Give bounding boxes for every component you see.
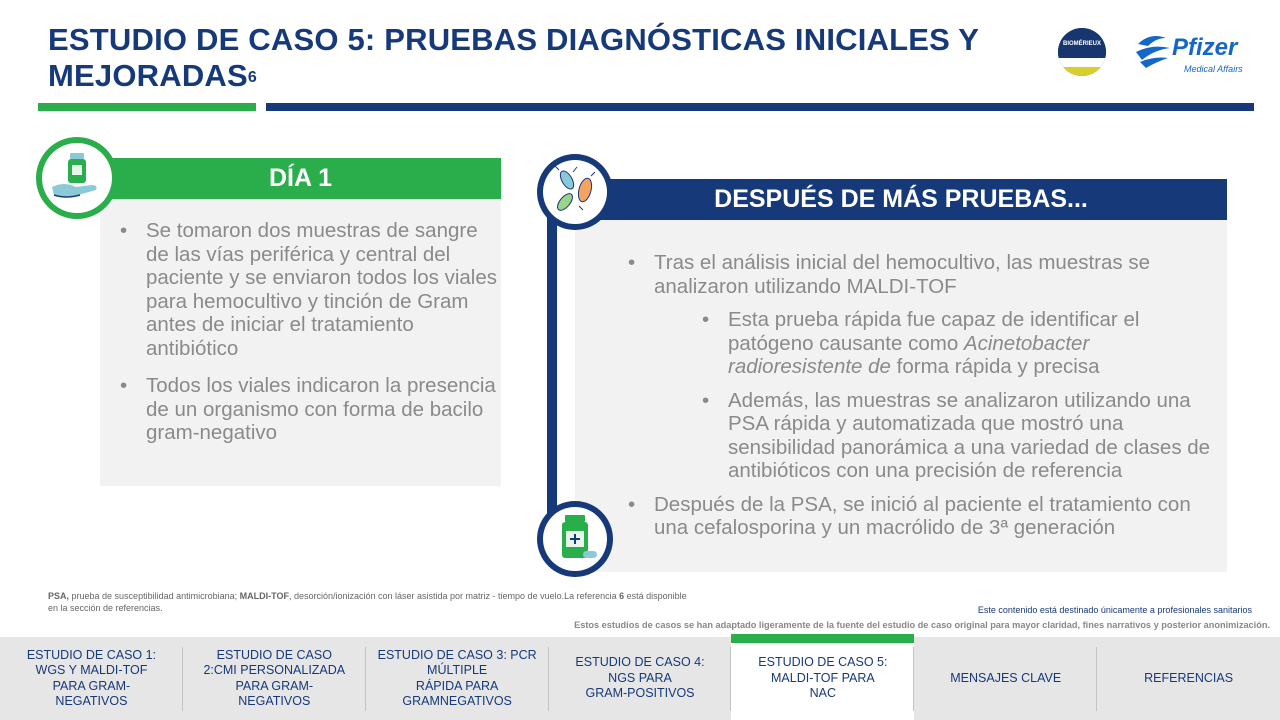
nav-case-study-1[interactable] [0,637,183,720]
footnote-maldi-abbr: MALDI-TOF [239,591,289,601]
day1-bullet-list [120,219,498,459]
nav-references[interactable] [1097,637,1280,720]
nav-line: ESTUDIO DE CASO 4: [575,655,705,670]
after-bullet-2: • Después de la PSA, se inició al paciente el tratamiento con una cefalosporina y un macrólido de 3ª generación [628,493,1218,540]
nav-case-study-4[interactable] [549,637,732,720]
nav-line: REFERENCIAS [1144,670,1234,685]
nav-line: NEGATIVOS [238,694,311,708]
after-sub-bullet-1 [702,308,1218,379]
nav-line: ESTUDIO DE CASO 3: PCR [377,647,537,662]
pfizer-logo-text: Pfizer [1172,34,1238,61]
nav-line: PARA GRAM- [52,678,131,693]
pfizer-mark-icon [1132,30,1176,70]
biomerieux-logo-text: BIOMÉRIEUX [1062,41,1101,47]
nav-case-study-2[interactable] [183,637,366,720]
timeline-connector [547,200,557,530]
nav-line: ESTUDIO DE CASO [216,647,332,662]
after-tests-heading: DESPUÉS DE MÁS PRUEBAS... [575,179,1227,220]
nav-case-study-5[interactable] [731,637,914,720]
pfizer-logo [1132,28,1252,78]
page-title [48,22,1028,94]
nav-line: NEGATIVOS [55,694,128,708]
bacteria-icon [543,160,607,224]
after-tests-icon-circle-top [537,154,613,230]
footnote-ref-tail: está disponible en la sección de referencias. [48,591,687,613]
footnote-psa-abbr: PSA, [48,591,70,601]
nav-line: ESTUDIO DE CASO 5: [758,655,888,670]
after-tests-bullet-list [628,251,1218,550]
nav-line: MENSAJES CLAVE [950,670,1062,685]
active-tab-indicator [731,634,914,643]
nav-line: NAC [809,686,837,701]
biomerieux-logo [1058,28,1106,76]
after-sub-list [654,308,1218,483]
bottom-navigation [0,637,1280,720]
after-tests-icon-circle-bottom [537,501,613,577]
footnote-ref-num: 6 [619,591,625,601]
day1-bullet-1: • Se tomaron dos muestras de sangre de las vías periférica y central del paciente y se enviaron todos los viales para hemocultivo y tinción de Gram antes de iniciar el tratamiento antibiótico [120,219,498,360]
nav-key-messages[interactable] [914,637,1097,720]
pfizer-logo-subtext: Medical Affairs [1184,64,1243,74]
day1-bullet-2: • Todos los viales indicaron la presencia de un organismo con forma de bacilo gram-negativo [120,374,498,445]
footnote-maldi-def: , desorción/ionización con láser asistida por matriz - tiempo de vuelo.La referencia [288,591,620,601]
footnote [48,590,688,614]
sub-bullet-1-pre: Esta prueba rápida fue capaz de identificar el patógeno causante como [728,308,1140,355]
after-bullet-1 [628,251,1218,483]
nav-line: GRAMNEGATIVOS [402,694,512,708]
nav-line: MALDI-TOF PARA [771,670,875,685]
title-reference: 6 [247,69,257,86]
nav-line: MÚLTIPLE [427,663,488,677]
after-bullet-1-text: Tras el análisis inicial del hemocultivo, las muestras se analizaron utilizando MALDI-TOF [654,251,1150,298]
after-sub-bullet-2: • Además, las muestras se analizaron utilizando una PSA rápida y automatizada que mostró una sensibilidad panorámica a una variedad de clases de antibióticos con una precisión de referencia [702,389,1218,483]
nav-case-study-3[interactable] [366,637,549,720]
title-line-1: ESTUDIO DE CASO 5: PRUEBAS DIAGNÓSTICAS INICIALES Y [48,22,980,57]
nav-line: WGS Y MALDI-TOF [35,663,148,677]
adaptation-disclaimer: Estos estudios de casos se han adaptado ligeramente de la fuente del estudio de caso original para mayor claridad, fines narrativos y posterior anonimización. [574,620,1270,630]
nav-line: NGS PARA [608,670,672,685]
nav-line: 2:CMI PERSONALIZADA [203,663,346,677]
nav-line: GRAM-POSITIVOS [585,686,695,701]
header-divider-green [38,103,256,111]
nav-line: ESTUDIO DE CASO 1: [26,647,157,662]
header-divider-navy [266,103,1254,111]
footnote-psa-def: prueba de susceptibilidad antimicrobiana; [69,591,240,601]
title-line-2: MEJORADAS [48,58,248,93]
nav-line: RÁPIDA PARA [415,678,499,693]
medicine-bottle-icon [543,507,607,571]
professional-disclaimer: Este contenido está destinado únicamente a profesionales sanitarios [977,605,1252,615]
sub-bullet-1-post: forma rápida y precisa [890,355,1100,378]
medicine-hand-icon [42,143,112,213]
nav-line: PARA GRAM- [235,678,314,693]
organism-name: Acinetobacter radioresistente de [728,331,1090,378]
day1-heading: DÍA 1 [100,158,501,199]
day1-icon-circle [36,137,118,219]
